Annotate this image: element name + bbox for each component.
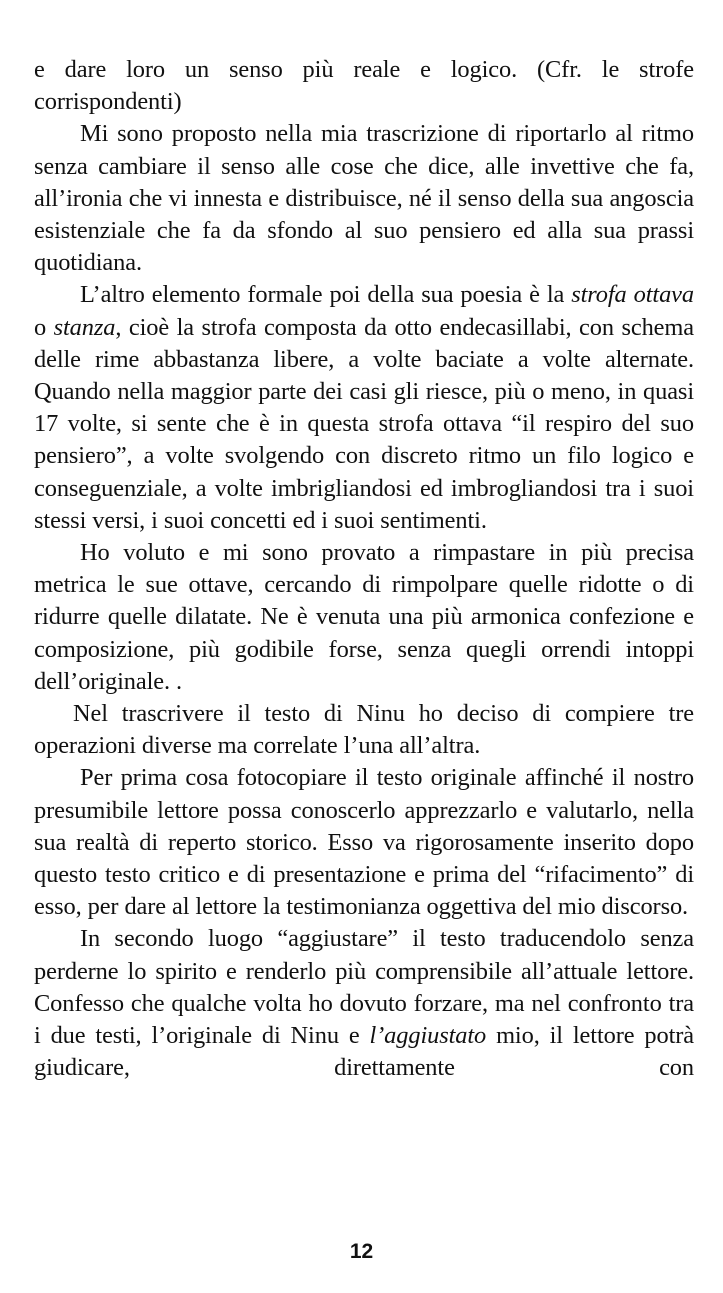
text-segment: o <box>34 313 54 341</box>
italic-term: l’aggiustato <box>369 1022 487 1050</box>
text-segment: L’altro elemento formale poi della sua poesia è la <box>80 281 572 309</box>
paragraph-strofa-ottava <box>34 279 694 537</box>
paragraph-continuation <box>34 54 694 118</box>
paragraph-transcription-rhythm <box>34 118 694 279</box>
page-number: 12 <box>349 1240 374 1263</box>
text-segment: Nel trascrivere il testo di Ninu ho deciso di compiere tre operazioni diverse ma correlate l’una all’altra. <box>34 700 694 760</box>
paragraph-tre-operazioni <box>34 698 694 762</box>
text-segment: In secondo luogo “aggiustare” il testo traducendolo senza perderne lo spirito e renderlo più comprensibile all’attuale lettore. Confesso che qualche volta ho dovuto forzare, ma nel confronto tra i due testi, l’originale di Ninu e <box>34 925 694 1050</box>
text-segment: Mi sono proposto nella mia trascrizione di riportarlo al ritmo senza cambiare il senso alle cose che dice, alle invettive che fa, all’ironia che vi innesta e distribuisce, né il senso della sua angoscia esistenziale che fa da sfondo al suo pensiero ed alla sua prassi quotidiana. <box>34 120 694 277</box>
italic-term: stanza <box>53 313 116 341</box>
text-segment: e dare loro un senso più reale e logico. (Cfr. le strofe corrispondenti) <box>34 56 694 116</box>
text-segment: , cioè la strofa composta da otto endecasillabi, con schema delle rime abbastanza libere, a volte baciate a volte alternate. Quando nella maggior parte dei casi gli riesce, più o meno, in quasi 17 volte, si sente che è in questa strofa ottava “il respiro del suo pensiero”, a volte svolgendo con discreto ritmo un filo logico e conseguenziale, a volte imbrigliandosi ed imbrogliandosi tra i suoi stessi versi, i suoi concetti ed i suoi sentimenti. <box>34 313 694 534</box>
paragraph-aggiustare <box>34 923 694 1084</box>
italic-term: strofa ottava <box>571 281 694 309</box>
body-text <box>34 54 694 1085</box>
text-segment: Per prima cosa fotocopiare il testo originale affinché il nostro presumibile lettore possa conoscerlo apprezzarlo e valutarlo, nella sua realtà di reperto storico. Esso va rigorosamente inserito dopo questo testo critico e di presentazione e prima del “rifacimento” di esso, per dare al lettore la testimonianza oggettiva del mio discorso. <box>34 764 694 921</box>
text-segment: Ho voluto e mi sono provato a rimpastare in più precisa metrica le sue ottave, cercando di rimpolpare quelle ridotte o di ridurre quelle dilatate. Ne è venuta una più armonica confezione e composizione, più godibile forse, senza quegli orrendi intoppi dell’originale. . <box>34 539 694 695</box>
text-segment: mio, il lettore potrà giudicare, direttamente con <box>34 1022 694 1082</box>
paragraph-fotocopiare <box>34 762 694 923</box>
paragraph-rimpastare <box>34 537 694 698</box>
